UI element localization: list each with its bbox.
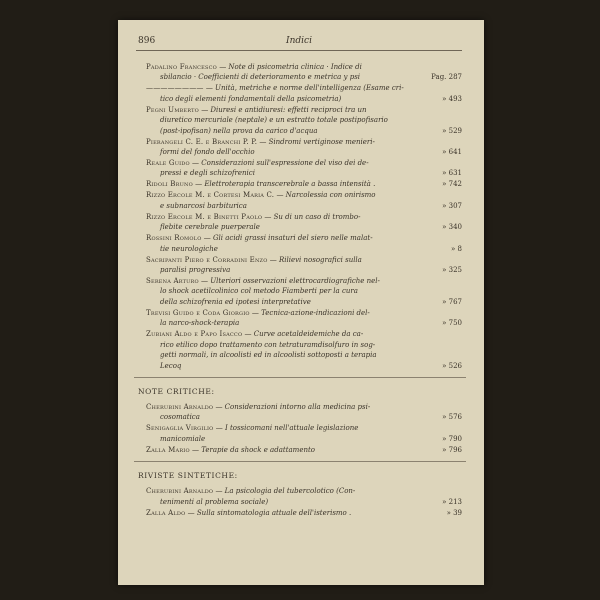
entry-author: Reale Guido [146,159,190,168]
entry-author: Pegni Umberto [146,105,199,114]
document-page [118,20,484,585]
entry-author: Rossini Romolo [146,234,202,243]
entry-title-continuation: tenimenti al problema sociale) [160,497,269,506]
entry-title-continuation: tico degli elementi fondamentali della psicometria) [160,94,342,103]
page-number: 896 [138,36,156,46]
entry-page: » 641 [442,148,462,157]
entry-page: » 493 [442,94,462,103]
index-entry [146,329,462,371]
index-entry [146,62,462,83]
entry-title-continuation: sbilancio · Coefficienti di deterioramento e metrica y psi [160,73,361,82]
entry-page: » 790 [442,434,462,443]
entry-page: » 750 [442,319,462,328]
entry-page: » 796 [442,445,462,454]
section-heading: RIVISTE SINTETICHE: [138,471,238,481]
entry-title: — Curve acetaldeidemiche da ca- [242,330,364,339]
entry-author: ———————— [146,84,204,93]
index-entry [146,83,462,104]
entry-title: — I tossicomani nell'attuale legislazione [213,424,359,433]
index-entry [146,137,462,158]
entry-page: » 529 [442,126,462,135]
entry-title: — Considerazioni intorno alla medicina psi- [213,402,371,411]
entry-author: Serena Arturo [146,277,199,286]
entry-title: — Tecnica-azione-indicazioni del- [249,308,370,317]
entry-author: Senigaglia Virgilio [146,424,214,433]
entry-title: — Ulteriori osservazioni elettrocardiografiche nel- [198,277,380,286]
entry-title-continuation: pressi e degli schizofrenici [160,169,255,178]
entry-author: Pierangeli C. E. e Branchi P. P. [146,137,258,146]
entry-title-continuation: formi del fondo dell'occhio [160,148,255,157]
entry-title: — Sindromi vertiginose menieri- [257,137,375,146]
entry-author: Cherubini Arnaldo [146,402,214,411]
entry-author: Padalino Francesco [146,63,217,71]
index-entry [146,308,462,329]
section-heading: NOTE CRITICHE: [138,386,215,396]
entry-title-continuation: la narco-shock-terapia [160,319,240,328]
index-entry [146,276,462,307]
entry-title: — Unità, metriche e norme dell'intelligenza (Esame cri- [203,84,404,93]
page-header [136,34,462,51]
entry-title-continuation: cosomatica [160,413,200,422]
entry-author: Trevisi Guido e Coda Giorgio [146,308,250,317]
entry-title-continuation: tie neurologiche [160,244,218,253]
entry-page: » 213 [442,497,462,506]
index-entry [146,105,462,136]
entry-title: — Diuresi e antidiuresi: effetti reciproci tra un [198,105,367,114]
entry-page: » 340 [442,223,462,232]
index-entry [146,255,462,276]
entry-author: Zubiani Aldo e Papo Isacco [146,330,243,339]
entry-author: Rizzo Ercole M. e Binetti Paolo [146,212,263,221]
running-title: Indici [286,36,312,46]
entry-title-continuation: manicomiale [160,434,206,443]
index-entry [146,233,462,254]
entry-page: » 767 [442,297,462,306]
entry-author: Zalla Mario [146,445,190,454]
entry-author: Ridoli Bruno [146,180,193,189]
entry-title-continuation: paralisi progressiva [160,266,231,275]
entry-author: Zalla Aldo [146,508,186,517]
entry-title-continuation: della schizofrenia ed ipotesi interpretative [160,297,311,306]
section-divider [134,377,466,378]
entry-title-continuation: diuretico mercuriale (neptale) e un estratto totale postipofisario [160,116,388,125]
index-entries [138,62,462,519]
index-entry [146,423,462,444]
entry-page: » 307 [442,201,462,210]
entry-title-continuation: lo shock acetilcolinico col metodo Fiamberti per la cura [160,287,358,296]
entry-title: — La psicologia del tubercolotico (Con- [213,487,356,496]
index-entry [146,179,462,189]
entry-title: — Elettroterapia transcerebrale a bassa intensità . [192,180,376,189]
entry-title: — Narcolessia con onirismo [274,191,376,200]
index-entry [146,190,462,211]
entry-author: Sacripanti Piero e Corradini Enzo [146,255,268,264]
entry-page: » 576 [442,413,462,422]
entry-title-continuation: e subnarcosi barbiturica [160,201,247,210]
entry-title: — Considerazioni sull'espressione del viso dei de- [189,159,369,168]
entry-page: » 8 [451,244,462,253]
index-entry [146,402,462,423]
entry-title-continuation: rico etilico dopo trattamento con tetraturamdisolfuro in sog- [160,340,376,349]
index-entry [146,486,462,507]
index-entry [146,508,462,518]
entry-title: — Gli acidi grassi insaturi del siero nelle malat- [201,234,373,243]
entry-page: » 39 [446,508,462,517]
entry-title-continuation: flebite cerebrale puerperale [160,223,260,232]
entry-page: » 325 [442,266,462,275]
entry-title: — Note di psicometria clinica · Indice di [216,63,362,71]
entry-title: — Su di un caso di trombo- [262,212,361,221]
entry-page: Pag. 287 [431,73,462,82]
entry-author: Cherubini Arnaldo [146,487,214,496]
entry-page: » 526 [442,361,462,370]
entry-title: — Sulla sintomatologia attuale dell'isterismo . [185,508,352,517]
entry-page: » 631 [442,169,462,178]
entry-author: Rizzo Ercole M. e Cortesi Maria C. [146,191,275,200]
index-entry [146,158,462,179]
section-divider [134,461,466,462]
entry-title-continuation: Lecoq [160,361,182,370]
index-entry [146,445,462,455]
entry-title: — Terapie da shock e adattamento [189,445,315,454]
entry-title: — Rilievi nosografici sulla [267,255,362,264]
entry-title-continuation: (post-ipofisan) nella prova da carico d'acqua [160,126,318,135]
index-entry [146,212,462,233]
entry-title-continuation: getti normali, in alcoolisti ed in alcoolisti sottoposti a terapia [160,351,377,360]
entry-page: » 742 [442,180,462,189]
